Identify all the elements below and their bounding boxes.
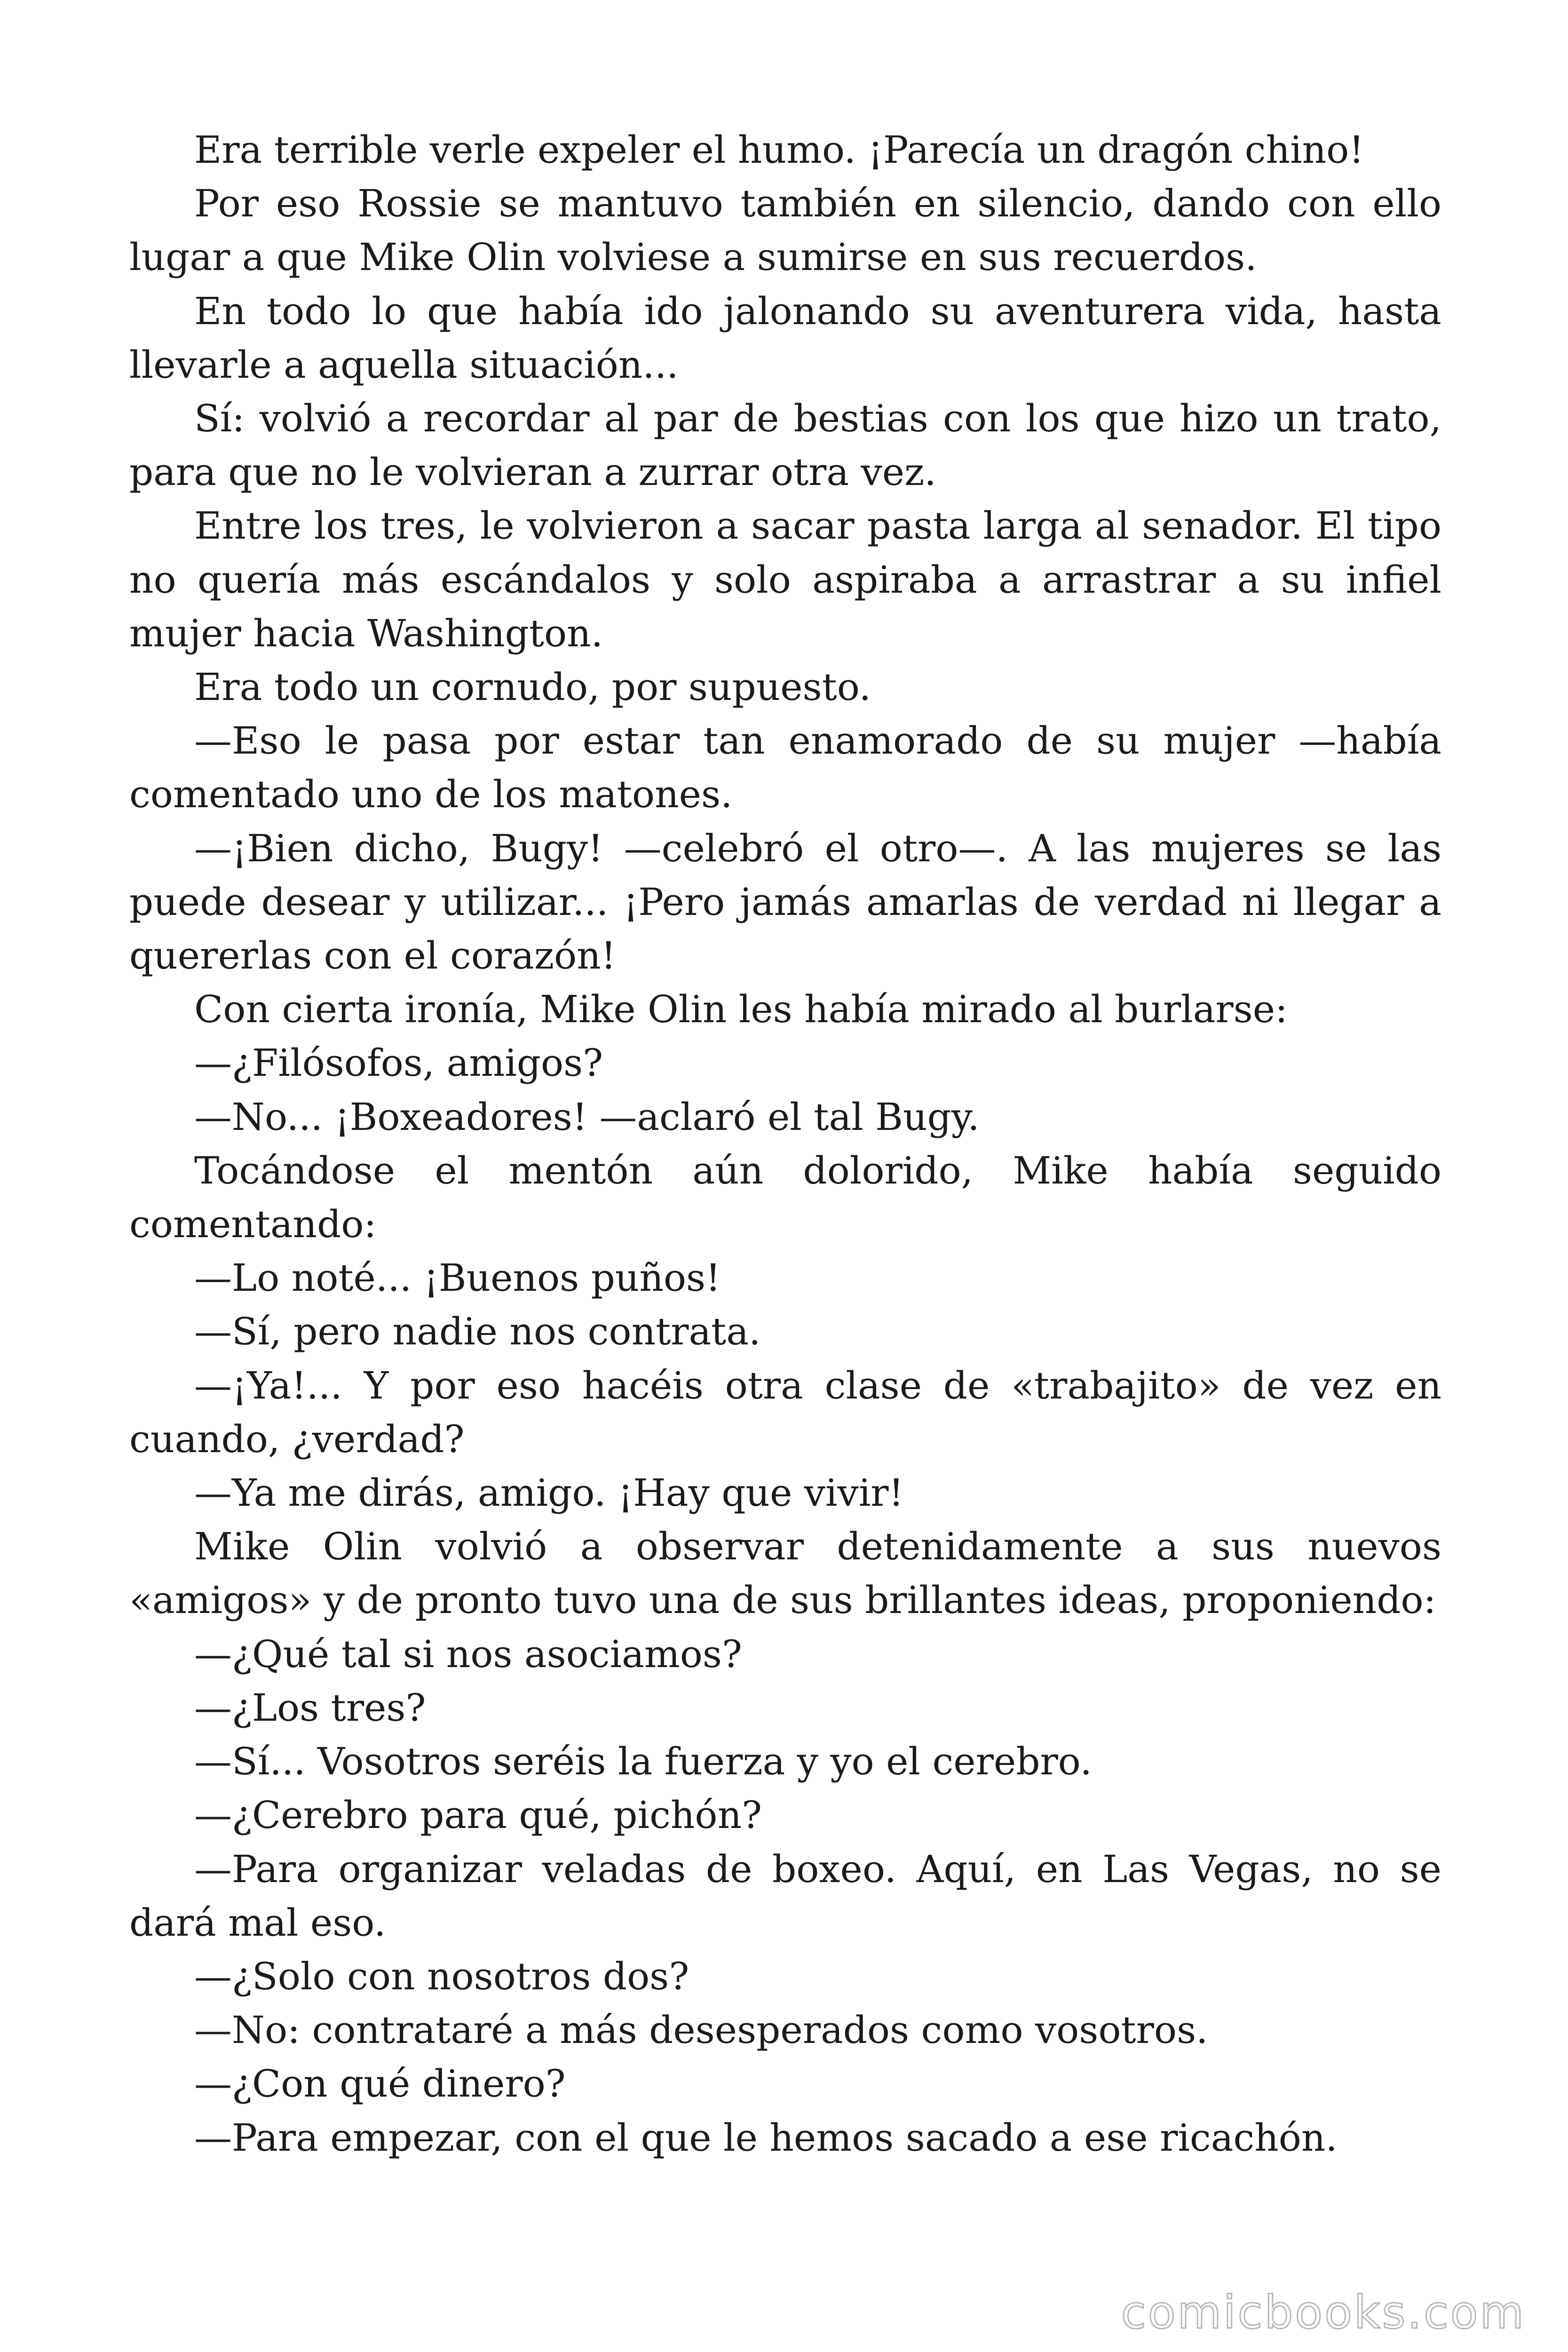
paragraph: Era terrible verle expeler el humo. ¡Parecía un dragón chino!: [194, 128, 1364, 172]
paragraph: Con cierta ironía, Mike Olin les había mirado al burlarse:: [194, 987, 1288, 1032]
paragraph: En todo lo que había ido jalonando su aventurera vida, hasta llevarle a aquella situación...: [129, 289, 1441, 387]
paragraph: —Lo noté... ¡Buenos puños!: [194, 1256, 721, 1300]
paragraph: —No: contrataré a más desesperados como vosotros.: [194, 2008, 1208, 2052]
body-text: [129, 123, 1441, 2165]
paragraph: Era todo un cornudo, por supuesto.: [194, 665, 871, 709]
paragraph: —¿Filósofos, amigos?: [194, 1041, 603, 1085]
paragraph: —No... ¡Boxeadores! —aclaró el tal Bugy.: [194, 1095, 980, 1139]
paragraph: —Sí... Vosotros seréis la fuerza y yo el cerebro.: [194, 1740, 1092, 1784]
paragraph: —Para empezar, con el que le hemos sacado a ese ricachón.: [194, 2115, 1338, 2160]
paragraph: Entre los tres, le volvieron a sacar pasta larga al senador. El tipo no quería más escándalos y solo aspiraba a arrastrar a su infiel mujer hacia Washington.: [129, 504, 1441, 655]
watermark: comicbooks.com: [1121, 2286, 1526, 2339]
paragraph: —¿Qué tal si nos asociamos?: [194, 1632, 742, 1676]
paragraph: —Para organizar veladas de boxeo. Aquí, en Las Vegas, no se dará mal eso.: [129, 1847, 1441, 1945]
paragraph: —¿Los tres?: [194, 1685, 426, 1730]
paragraph: —Eso le pasa por estar tan enamorado de su mujer —había comentado uno de los matones.: [129, 719, 1441, 817]
paragraph: Tocándose el mentón aún dolorido, Mike había seguido comentando:: [129, 1148, 1441, 1247]
paragraph: —¿Solo con nosotros dos?: [194, 1954, 689, 1998]
paragraph: —¡Bien dicho, Bugy! —celebró el otro—. A las mujeres se las puede desear y utilizar... ¡Pero jamás amarlas de verdad ni llegar a quererlas con el corazón!: [129, 826, 1441, 978]
paragraph: —¡Ya!... Y por eso hacéis otra clase de «trabajito» de vez en cuando, ¿verdad?: [129, 1363, 1441, 1461]
paragraph: —Sí, pero nadie nos contrata.: [194, 1310, 761, 1354]
paragraph: Sí: volvió a recordar al par de bestias con los que hizo un trato, para que no le volvieran a zurrar otra vez.: [129, 397, 1441, 494]
paragraph: —¿Cerebro para qué, pichón?: [194, 1793, 762, 1837]
paragraph: Por eso Rossie se mantuvo también en silencio, dando con ello lugar a que Mike Olin volviese a sumirse en sus recuerdos.: [129, 182, 1441, 279]
paragraph: —Ya me dirás, amigo. ¡Hay que vivir!: [194, 1471, 904, 1515]
paragraph: Mike Olin volvió a observar detenidamente a sus nuevos «amigos» y de pronto tuvo una de sus brillantes ideas, proponiendo:: [129, 1525, 1441, 1622]
paragraph: —¿Con qué dinero?: [194, 2062, 566, 2106]
